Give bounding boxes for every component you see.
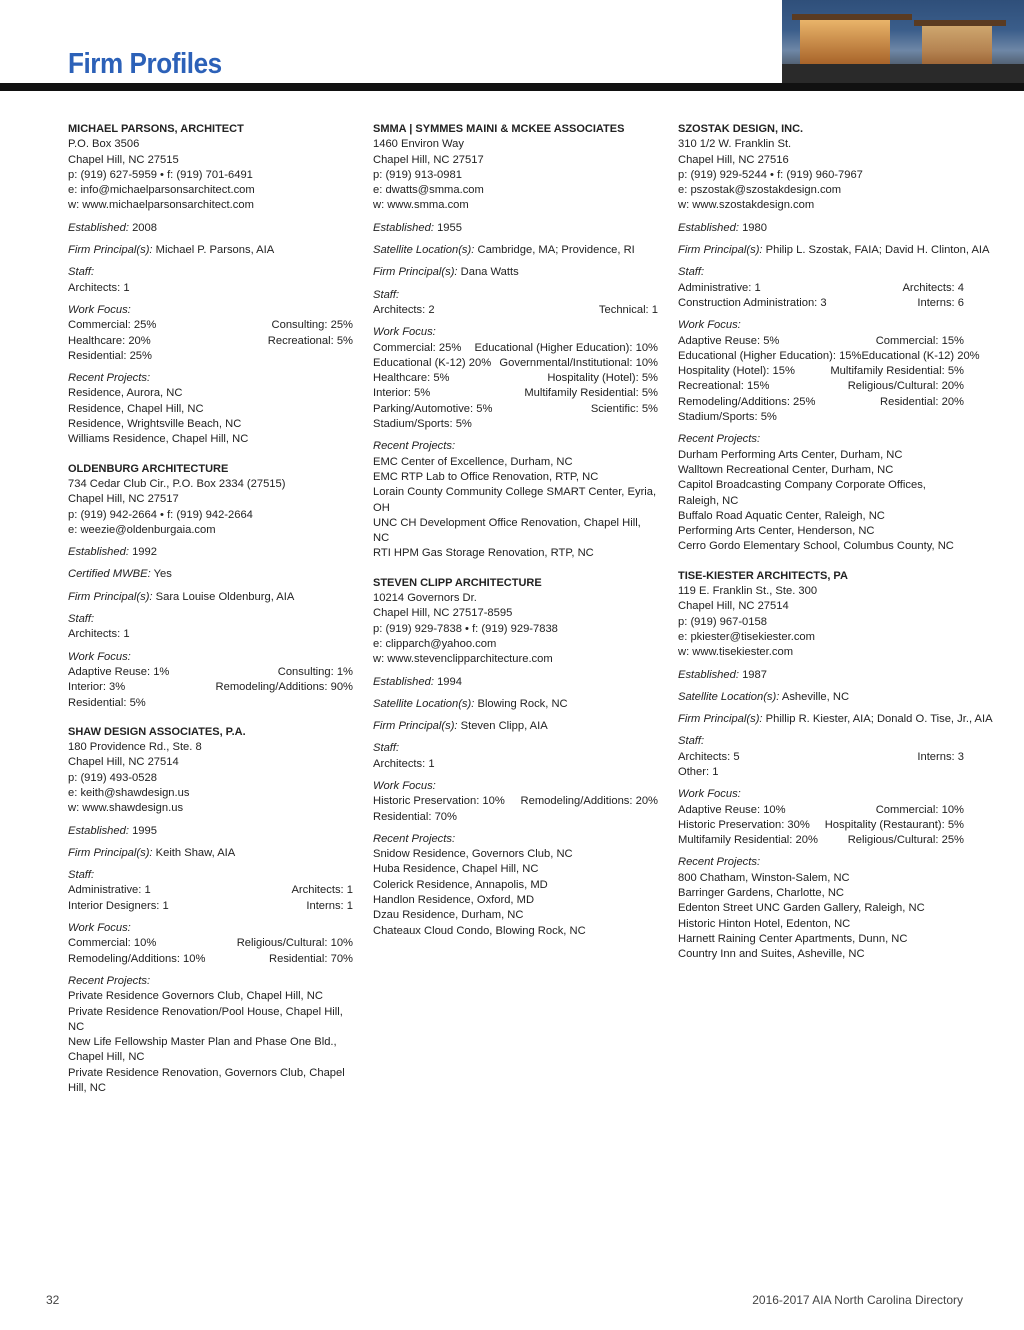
work-focus-left: Stadium/Sports: 5% <box>678 411 777 424</box>
work-focus-left: Adaptive Reuse: 10% <box>678 803 786 816</box>
staff-row <box>68 281 353 296</box>
contact-line: p: (919) 929-7838 • f: (919) 929-7838 <box>373 622 558 635</box>
project-item: Private Residence Renovation, Governors Club, Chapel Hill, NC <box>68 1066 345 1095</box>
work-focus-label: Work Focus: <box>373 326 436 339</box>
contact-line: Chapel Hill, NC 27517 <box>68 493 179 506</box>
project-item: Harnett Raining Center Apartments, Dunn, NC <box>678 932 908 945</box>
firm-profile <box>68 462 353 711</box>
header-building-photo <box>782 0 1024 84</box>
work-focus-row <box>68 665 353 680</box>
established <box>373 675 658 690</box>
work-focus-right: Recreational: 5% <box>267 334 353 347</box>
work-focus-left: Recreational: 15% <box>678 380 770 393</box>
work-focus-left: Residential: 70% <box>373 810 457 823</box>
project-item: Residence, Aurora, NC <box>68 387 183 400</box>
firm-principals <box>678 712 993 727</box>
work-focus-left: Multifamily Residential: 20% <box>678 834 818 847</box>
staff-row <box>373 757 658 772</box>
work-focus-left: Healthcare: 20% <box>68 334 151 347</box>
work-focus-right: Hospitality (Restaurant): 5% <box>824 818 964 831</box>
firm-principals <box>373 719 658 734</box>
firm-principals-label: Firm Principal(s): <box>678 244 763 257</box>
firm-profile <box>68 122 353 448</box>
contact-line: p: (919) 493-0528 <box>68 771 157 784</box>
recent-projects-section <box>68 974 353 1096</box>
work-focus-row <box>68 334 353 349</box>
work-focus-right: Educational (K-12) 20% <box>861 349 980 362</box>
project-item: Williams Residence, Chapel Hill, NC <box>68 433 249 446</box>
work-focus-row <box>373 402 658 417</box>
work-focus-row <box>678 410 964 425</box>
satellite-locations-value: Asheville, NC <box>781 690 850 703</box>
project-item: Durham Performing Arts Center, Durham, NC <box>678 448 903 461</box>
work-focus-left: Parking/Automotive: 5% <box>373 402 493 415</box>
recent-projects-section <box>678 432 964 554</box>
work-focus-left: Commercial: 10% <box>68 937 157 950</box>
satellite-locations-label: Satellite Location(s): <box>678 690 780 703</box>
contact-line: Chapel Hill, NC 27514 <box>68 756 179 769</box>
work-focus-section <box>678 318 980 425</box>
work-focus-right: Multifamily Residential: 5% <box>830 365 964 378</box>
recent-projects-section <box>373 832 658 939</box>
established <box>68 824 353 839</box>
header-rule <box>0 83 1024 91</box>
established-label: Established: <box>678 668 739 681</box>
satellite-locations-label: Satellite Location(s): <box>373 697 475 710</box>
staff-left: Architects: 2 <box>373 303 435 316</box>
staff-row <box>68 627 353 642</box>
established-value: 1987 <box>742 668 767 681</box>
contact-line: p: (919) 967-0158 <box>678 615 767 628</box>
firm-profile <box>373 576 658 939</box>
staff-row <box>68 899 353 914</box>
work-focus-left: Interior: 5% <box>373 387 431 400</box>
staff-section <box>68 868 353 914</box>
certified-mwbe-value: Yes <box>153 568 172 581</box>
contact-line: p: (919) 942-2664 • f: (919) 942-2664 <box>68 508 253 521</box>
established-value: 1994 <box>437 675 462 688</box>
staff-label: Staff: <box>678 266 705 279</box>
project-item: Dzau Residence, Durham, NC <box>373 909 524 922</box>
work-focus-row <box>373 810 658 825</box>
staff-row <box>678 750 964 765</box>
firm-principals-value: Phillip R. Kiester, AIA; Donald O. Tise, Jr., AIA <box>765 713 993 726</box>
established <box>68 545 353 560</box>
work-focus-section <box>678 787 964 848</box>
staff-section <box>68 612 353 643</box>
recent-projects-label: Recent Projects: <box>678 856 761 869</box>
contact-line: Chapel Hill, NC 27514 <box>678 600 789 613</box>
firm-name: SZOSTAK DESIGN, INC. <box>678 123 804 135</box>
firm-name: MICHAEL PARSONS, ARCHITECT <box>68 123 244 135</box>
staff-label: Staff: <box>373 742 400 755</box>
firm-principals-label: Firm Principal(s): <box>68 590 153 603</box>
project-item: Barringer Gardens, Charlotte, NC <box>678 887 845 900</box>
work-focus-row <box>678 833 964 848</box>
established-label: Established: <box>68 546 129 559</box>
staff-left: Architects: 5 <box>678 750 740 763</box>
project-item: Colerick Residence, Annapolis, MD <box>373 878 548 891</box>
satellite-locations-label: Satellite Location(s): <box>373 244 475 257</box>
work-focus-right: Consulting: 25% <box>271 319 353 332</box>
work-focus-section <box>373 325 658 432</box>
contact-line: P.O. Box 3506 <box>68 138 140 151</box>
contact-line: 734 Cedar Club Cir., P.O. Box 2334 (27515) <box>68 477 286 490</box>
project-item: Walltown Recreational Center, Durham, NC <box>678 463 894 476</box>
staff-row <box>678 296 964 311</box>
staff-left: Architects: 1 <box>68 628 130 641</box>
work-focus-left: Remodeling/Additions: 25% <box>678 395 816 408</box>
contact-line: Chapel Hill, NC 27517-8595 <box>373 607 513 620</box>
work-focus-right: Hospitality (Hotel): 5% <box>547 372 658 385</box>
firm-principals-label: Firm Principal(s): <box>68 244 153 257</box>
staff-label: Staff: <box>68 266 95 279</box>
work-focus-left: Educational (K-12) 20% <box>373 356 492 369</box>
recent-projects-section <box>678 855 964 962</box>
firm-principals-value: Michael P. Parsons, AIA <box>155 244 275 257</box>
firm-profile <box>678 122 990 555</box>
project-item: Historic Hinton Hotel, Edenton, NC <box>678 917 851 930</box>
page-title: Firm Profiles <box>68 48 222 80</box>
project-item: RTI HPM Gas Storage Renovation, RTP, NC <box>373 547 594 560</box>
staff-section <box>373 741 658 772</box>
work-focus-row <box>678 803 964 818</box>
work-focus-row <box>68 318 353 333</box>
column-1 <box>68 122 353 1110</box>
contact-line: w: www.michaelparsonsarchitect.com <box>68 199 254 212</box>
established-label: Established: <box>68 221 129 234</box>
firm-principals <box>68 846 353 861</box>
project-item: Handlon Residence, Oxford, MD <box>373 894 535 907</box>
project-item: EMC Center of Excellence, Durham, NC <box>373 455 573 468</box>
project-item: Snidow Residence, Governors Club, NC <box>373 848 573 861</box>
work-focus-section <box>68 303 353 364</box>
staff-label: Staff: <box>373 288 400 301</box>
certified-mwbe-label: Certified MWBE: <box>68 568 151 581</box>
project-item: New Life Fellowship Master Plan and Phase One Bld., Chapel Hill, NC <box>68 1036 337 1064</box>
staff-right: Interns: 1 <box>306 899 353 912</box>
column-2 <box>373 122 658 953</box>
project-item: Country Inn and Suites, Asheville, NC <box>678 948 865 961</box>
recent-projects-label: Recent Projects: <box>373 832 456 845</box>
work-focus-label: Work Focus: <box>678 788 741 801</box>
recent-projects-label: Recent Projects: <box>373 440 456 453</box>
project-item: UNC CH Development Office Renovation, Chapel Hill, NC <box>373 516 641 545</box>
staff-section <box>68 265 353 296</box>
contact-line: e: pszostak@szostakdesign.com <box>678 184 842 197</box>
firm-name: TISE-KIESTER ARCHITECTS, PA <box>678 569 848 582</box>
satellite-locations <box>373 697 658 712</box>
project-item: Edenton Street UNC Garden Gallery, Raleigh, NC <box>678 902 925 915</box>
recent-projects-label: Recent Projects: <box>678 433 761 446</box>
established <box>373 221 658 236</box>
contact-line: Chapel Hill, NC 27517 <box>373 153 484 166</box>
firm-principals-label: Firm Principal(s): <box>678 713 763 726</box>
project-item: Buffalo Road Aquatic Center, Raleigh, NC <box>678 509 885 522</box>
project-item: Cerro Gordo Elementary School, Columbus County, NC <box>678 540 954 553</box>
work-focus-section <box>373 779 658 825</box>
established-label: Established: <box>678 221 739 234</box>
work-focus-right: Residential: 20% <box>880 395 964 408</box>
contact-line: 180 Providence Rd., Ste. 8 <box>68 741 202 754</box>
established-value: 1995 <box>132 824 157 837</box>
work-focus-row <box>678 818 964 833</box>
firm-principals-value: Keith Shaw, AIA <box>155 846 236 859</box>
work-focus-row <box>68 952 353 967</box>
certified-mwbe <box>68 567 353 582</box>
contact-line: w: www.tisekiester.com <box>678 646 794 659</box>
established <box>678 668 964 683</box>
established-value: 1992 <box>132 546 157 559</box>
work-focus-left: Interior: 3% <box>68 681 126 694</box>
contact-line: p: (919) 913-0981 <box>373 168 462 181</box>
firm-principals <box>68 590 353 605</box>
contact-line: p: (919) 929-5244 • f: (919) 960-7967 <box>678 168 863 181</box>
staff-left: Administrative: 1 <box>68 884 151 897</box>
staff-section <box>678 265 964 311</box>
established-value: 1980 <box>742 221 767 234</box>
work-focus-row <box>68 680 353 695</box>
staff-label: Staff: <box>68 613 95 626</box>
firm-name: OLDENBURG ARCHITECTURE <box>68 462 229 475</box>
project-item: Residence, Wrightsville Beach, NC <box>68 418 242 431</box>
established <box>68 221 353 236</box>
firm-principals-value: Steven Clipp, AIA <box>460 720 548 733</box>
established-value: 2008 <box>132 221 157 234</box>
firm-principals <box>678 243 990 258</box>
satellite-locations <box>373 243 658 258</box>
work-focus-right: Consulting: 1% <box>277 665 353 678</box>
contact-line: e: pkiester@tisekiester.com <box>678 630 815 643</box>
staff-right: Interns: 6 <box>917 296 964 309</box>
firm-principals-label: Firm Principal(s): <box>373 720 458 733</box>
work-focus-left: Adaptive Reuse: 5% <box>678 334 780 347</box>
staff-row <box>68 883 353 898</box>
established <box>678 221 964 236</box>
contact-line: w: www.shawdesign.us <box>68 802 184 815</box>
firm-profile <box>373 122 658 562</box>
column-3 <box>678 122 993 977</box>
work-focus-row <box>678 364 964 379</box>
staff-right: Architects: 4 <box>902 281 964 294</box>
work-focus-right: Commercial: 10% <box>875 803 964 816</box>
footer-page-number: 32 <box>46 1293 60 1307</box>
firm-principals-label: Firm Principal(s): <box>68 846 153 859</box>
satellite-locations-value: Cambridge, MA; Providence, RI <box>477 244 635 257</box>
firm-principals <box>68 243 353 258</box>
work-focus-right: Educational (Higher Education): 10% <box>474 341 658 354</box>
work-focus-left: Historic Preservation: 10% <box>373 795 505 808</box>
work-focus-section <box>68 921 353 967</box>
work-focus-left: Residential: 25% <box>68 349 152 362</box>
project-item: Private Residence Governors Club, Chapel Hill, NC <box>68 990 323 1003</box>
work-focus-right: Scientific: 5% <box>590 402 658 415</box>
work-focus-row <box>678 395 964 410</box>
work-focus-row <box>373 794 658 809</box>
established-label: Established: <box>68 824 129 837</box>
work-focus-left: Historic Preservation: 30% <box>678 818 810 831</box>
work-focus-right: Commercial: 15% <box>875 334 964 347</box>
work-focus-label: Work Focus: <box>678 319 741 332</box>
staff-right: Technical: 1 <box>598 303 658 316</box>
staff-left: Administrative: 1 <box>678 281 761 294</box>
contact-line: w: www.smma.com <box>373 199 469 212</box>
firm-name: SMMA | SYMMES MAINI & MCKEE ASSOCIATES <box>373 123 625 135</box>
work-focus-row <box>678 349 980 364</box>
project-item: 800 Chatham, Winston-Salem, NC <box>678 871 850 884</box>
project-item: Private Residence Renovation/Pool House, Chapel Hill, NC <box>68 1005 343 1033</box>
project-item: EMC RTP Lab to Office Renovation, RTP, NC <box>373 470 599 483</box>
contact-line: 1460 Environ Way <box>373 138 464 151</box>
project-item: Chateaux Cloud Condo, Blowing Rock, NC <box>373 924 586 937</box>
firm-name: SHAW DESIGN ASSOCIATES, P.A. <box>68 725 246 738</box>
recent-projects-section <box>373 439 658 561</box>
established-label: Established: <box>373 675 434 688</box>
work-focus-right: Multifamily Residential: 5% <box>524 387 658 400</box>
work-focus-right: Remodeling/Additions: 90% <box>215 681 353 694</box>
work-focus-row <box>373 371 658 386</box>
staff-right: Interns: 3 <box>917 750 964 763</box>
work-focus-right: Religious/Cultural: 25% <box>847 834 964 847</box>
work-focus-left: Educational (Higher Education): 15% <box>678 349 862 362</box>
contact-line: w: www.stevenclipparchitecture.com <box>373 653 553 666</box>
staff-section <box>373 288 658 319</box>
contact-line: Chapel Hill, NC 27515 <box>68 153 179 166</box>
work-focus-right: Religious/Cultural: 20% <box>847 380 964 393</box>
firm-name: STEVEN CLIPP ARCHITECTURE <box>373 576 542 589</box>
staff-row <box>373 303 658 318</box>
work-focus-left: Commercial: 25% <box>68 319 157 332</box>
work-focus-right: Remodeling/Additions: 20% <box>520 795 658 808</box>
contact-line: 310 1/2 W. Franklin St. <box>678 138 792 151</box>
recent-projects-label: Recent Projects: <box>68 974 151 987</box>
project-item: Huba Residence, Chapel Hill, NC <box>373 863 539 876</box>
work-focus-left: Adaptive Reuse: 1% <box>68 665 170 678</box>
project-item: Lorain County Community College SMART Center, Eyria, OH <box>373 486 657 514</box>
firm-principals <box>373 265 658 280</box>
work-focus-left: Hospitality (Hotel): 15% <box>678 365 795 378</box>
contact-line: e: weezie@oldenburgaia.com <box>68 523 216 536</box>
project-item: Residence, Chapel Hill, NC <box>68 402 204 415</box>
staff-left: Other: 1 <box>678 765 719 778</box>
staff-label: Staff: <box>678 735 705 748</box>
established-value: 1955 <box>437 221 462 234</box>
contact-line: e: clipparch@yahoo.com <box>373 637 497 650</box>
firm-profile <box>68 725 353 1097</box>
work-focus-row <box>68 349 353 364</box>
work-focus-left: Residential: 5% <box>68 696 146 709</box>
project-item: Capitol Broadcasting Company Corporate Offices, Raleigh, NC <box>678 479 926 507</box>
contact-line: Chapel Hill, NC 27516 <box>678 153 789 166</box>
work-focus-row <box>373 356 658 371</box>
staff-label: Staff: <box>68 869 95 882</box>
staff-section <box>678 734 964 780</box>
contact-line: 10214 Governors Dr. <box>373 592 477 605</box>
staff-right: Architects: 1 <box>291 884 353 897</box>
contact-line: e: keith@shawdesign.us <box>68 786 190 799</box>
work-focus-left: Stadium/Sports: 5% <box>373 418 472 431</box>
work-focus-label: Work Focus: <box>373 779 436 792</box>
work-focus-row <box>678 334 964 349</box>
staff-left: Interior Designers: 1 <box>68 899 169 912</box>
work-focus-label: Work Focus: <box>68 922 131 935</box>
recent-projects-label: Recent Projects: <box>68 372 151 385</box>
staff-left: Construction Administration: 3 <box>678 296 827 309</box>
work-focus-section <box>68 650 353 711</box>
work-focus-row <box>373 341 658 356</box>
work-focus-left: Healthcare: 5% <box>373 372 450 385</box>
work-focus-right: Residential: 70% <box>269 952 353 965</box>
firm-principals-value: Sara Louise Oldenburg, AIA <box>155 590 295 603</box>
work-focus-label: Work Focus: <box>68 303 131 316</box>
contact-line: p: (919) 627-5959 • f: (919) 701-6491 <box>68 168 253 181</box>
firm-principals-value: Dana Watts <box>460 266 519 279</box>
contact-line: e: dwatts@smma.com <box>373 184 484 197</box>
work-focus-right: Religious/Cultural: 10% <box>236 937 353 950</box>
staff-row <box>678 281 964 296</box>
work-focus-right: Governmental/Institutional: 10% <box>499 356 658 369</box>
footer-directory-title: 2016-2017 AIA North Carolina Directory <box>752 1293 963 1307</box>
work-focus-row <box>373 386 658 401</box>
staff-left: Architects: 1 <box>68 281 130 294</box>
work-focus-row <box>68 936 353 951</box>
work-focus-row <box>373 417 658 432</box>
contact-line: w: www.szostakdesign.com <box>678 199 815 212</box>
work-focus-left: Commercial: 25% <box>373 341 462 354</box>
work-focus-label: Work Focus: <box>68 650 131 663</box>
project-item: Performing Arts Center, Henderson, NC <box>678 525 875 538</box>
work-focus-row <box>678 379 964 394</box>
established-label: Established: <box>373 221 434 234</box>
firm-profile <box>678 569 993 963</box>
contact-line: 119 E. Franklin St., Ste. 300 <box>678 585 818 598</box>
work-focus-row <box>68 696 353 711</box>
staff-row <box>678 765 964 780</box>
work-focus-left: Remodeling/Additions: 10% <box>68 952 206 965</box>
firm-principals-value: Philip L. Szostak, FAIA; David H. Clinton, AIA <box>765 244 990 257</box>
contact-line: e: info@michaelparsonsarchitect.com <box>68 184 255 197</box>
satellite-locations <box>678 690 964 705</box>
firm-principals-label: Firm Principal(s): <box>373 266 458 279</box>
staff-left: Architects: 1 <box>373 757 435 770</box>
satellite-locations-value: Blowing Rock, NC <box>477 697 568 710</box>
recent-projects-section <box>68 371 353 447</box>
